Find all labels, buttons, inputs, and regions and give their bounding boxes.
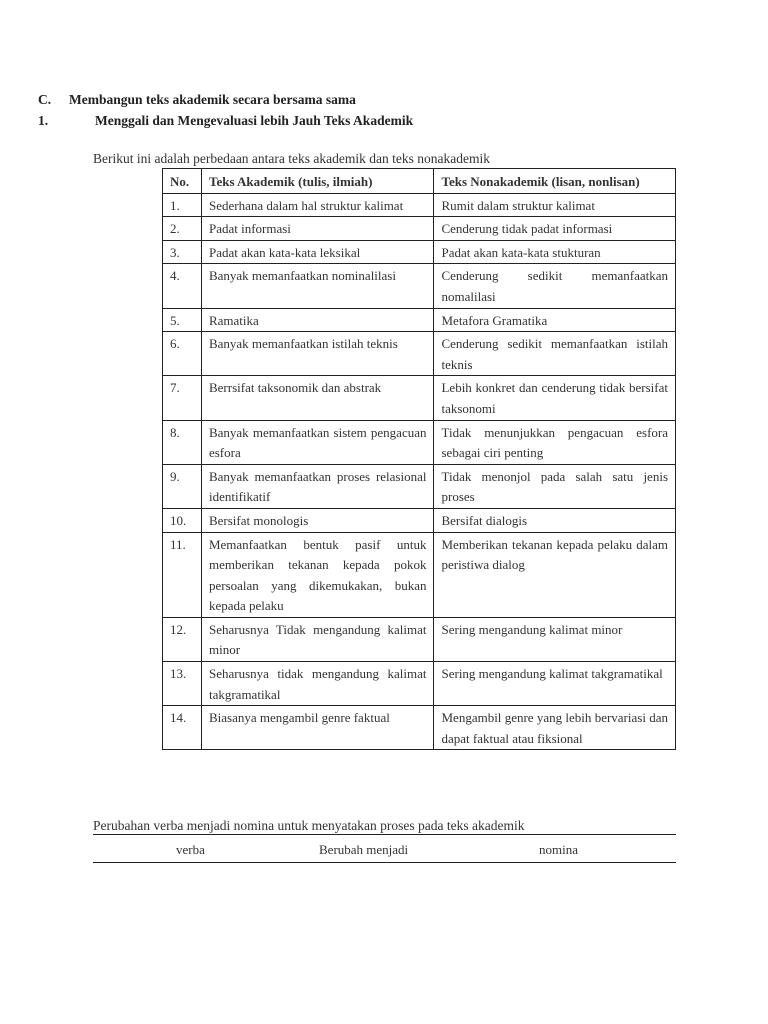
header-akademik: Teks Akademik (tulis, ilmiah): [201, 169, 434, 194]
table-row: [163, 308, 676, 332]
cell-nonakademik: Rumit dalam struktur kalimat: [434, 193, 676, 217]
table-row: [163, 332, 676, 376]
cell-nonakademik: Metafora Gramatika: [434, 308, 676, 332]
cell-nonakademik: Mengambil genre yang lebih bervariasi dan dapat faktual atau fiksional: [434, 706, 676, 750]
table-row: [163, 532, 676, 617]
col-nomina: nomina: [539, 842, 578, 857]
subsection-heading: [38, 113, 413, 129]
cell-no: 10.: [163, 508, 202, 532]
table-row: [163, 193, 676, 217]
verb-intro: Perubahan verba menjadi nomina untuk menyatakan proses pada teks akademik: [93, 818, 525, 833]
subsection-title: Menggali dan Mengevaluasi lebih Jauh Teks Akademik: [95, 113, 414, 128]
cell-akademik: Banyak memanfaatkan proses relasional identifikatif: [201, 464, 434, 508]
cell-akademik: Banyak memanfaatkan istilah teknis: [201, 332, 434, 376]
cell-nonakademik: Cenderung sedikit memanfaatkan istilah teknis: [434, 332, 676, 376]
cell-nonakademik: Cenderung sedikit memanfaatkan nomalilasi: [434, 264, 676, 308]
cell-no: 5.: [163, 308, 202, 332]
cell-akademik: Bersifat monologis: [201, 508, 434, 532]
cell-no: 12.: [163, 617, 202, 661]
cell-akademik: Sederhana dalam hal struktur kalimat: [201, 193, 434, 217]
cell-akademik: Seharusnya Tidak mengandung kalimat minor: [201, 617, 434, 661]
table-body: [163, 193, 676, 750]
section-heading: [38, 92, 356, 108]
cell-nonakademik: Sering mengandung kalimat takgramatikal: [434, 662, 676, 706]
comparison-table: [162, 168, 676, 750]
cell-nonakademik: Lebih konkret dan cenderung tidak bersifat taksonomi: [434, 376, 676, 420]
cell-nonakademik: Tidak menonjol pada salah satu jenis proses: [434, 464, 676, 508]
cell-no: 4.: [163, 264, 202, 308]
cell-akademik: Ramatika: [201, 308, 434, 332]
subsection-number: 1.: [38, 113, 49, 128]
cell-akademik: Padat akan kata-kata leksikal: [201, 240, 434, 264]
cell-nonakademik: Padat akan kata-kata stukturan: [434, 240, 676, 264]
table-row: [163, 217, 676, 241]
cell-no: 9.: [163, 464, 202, 508]
table-row: [163, 240, 676, 264]
table-row: [163, 706, 676, 750]
cell-no: 2.: [163, 217, 202, 241]
cell-no: 3.: [163, 240, 202, 264]
cell-nonakademik: Memberikan tekanan kepada pelaku dalam peristiwa dialog: [434, 532, 676, 617]
section-title: Membangun teks akademik secara bersama sama: [69, 92, 356, 107]
cell-no: 1.: [163, 193, 202, 217]
intro-paragraph: Berikut ini adalah perbedaan antara teks akademik dan teks nonakademik: [93, 151, 490, 166]
cell-akademik: Padat informasi: [201, 217, 434, 241]
cell-akademik: Seharusnya tidak mengandung kalimat takgramatikal: [201, 662, 434, 706]
table-row: [163, 420, 676, 464]
table-row: [163, 508, 676, 532]
section-letter: C.: [38, 92, 52, 107]
cell-akademik: Memanfaatkan bentuk pasif untuk memberikan tekanan kepada pokok persoalan yang dikemukakan, bukan kepada pelaku: [201, 532, 434, 617]
table-top-rule: [93, 834, 676, 835]
table-row: [163, 617, 676, 661]
table-row: [163, 662, 676, 706]
table-row: [163, 376, 676, 420]
col-berubah: Berubah menjadi: [319, 842, 409, 857]
cell-akademik: Banyak memanfaatkan sistem pengacuan esfora: [201, 420, 434, 464]
cell-nonakademik: Bersifat dialogis: [434, 508, 676, 532]
table-header-rule: [93, 862, 676, 863]
cell-nonakademik: Tidak menunjukkan pengacuan esfora sebagai ciri penting: [434, 420, 676, 464]
header-nonakademik: Teks Nonakademik (lisan, nonlisan): [434, 169, 676, 194]
table-row: [163, 264, 676, 308]
cell-no: 14.: [163, 706, 202, 750]
cell-nonakademik: Cenderung tidak padat informasi: [434, 217, 676, 241]
cell-no: 7.: [163, 376, 202, 420]
cell-akademik: Berrsifat taksonomik dan abstrak: [201, 376, 434, 420]
header-no: No.: [163, 169, 202, 194]
cell-no: 6.: [163, 332, 202, 376]
col-verba: verba: [176, 842, 205, 857]
cell-akademik: Biasanya mengambil genre faktual: [201, 706, 434, 750]
table-header-row: [163, 169, 676, 194]
cell-no: 13.: [163, 662, 202, 706]
cell-akademik: Banyak memanfaatkan nominalilasi: [201, 264, 434, 308]
table-row: [163, 464, 676, 508]
cell-no: 8.: [163, 420, 202, 464]
cell-no: 11.: [163, 532, 202, 617]
cell-nonakademik: Sering mengandung kalimat minor: [434, 617, 676, 661]
